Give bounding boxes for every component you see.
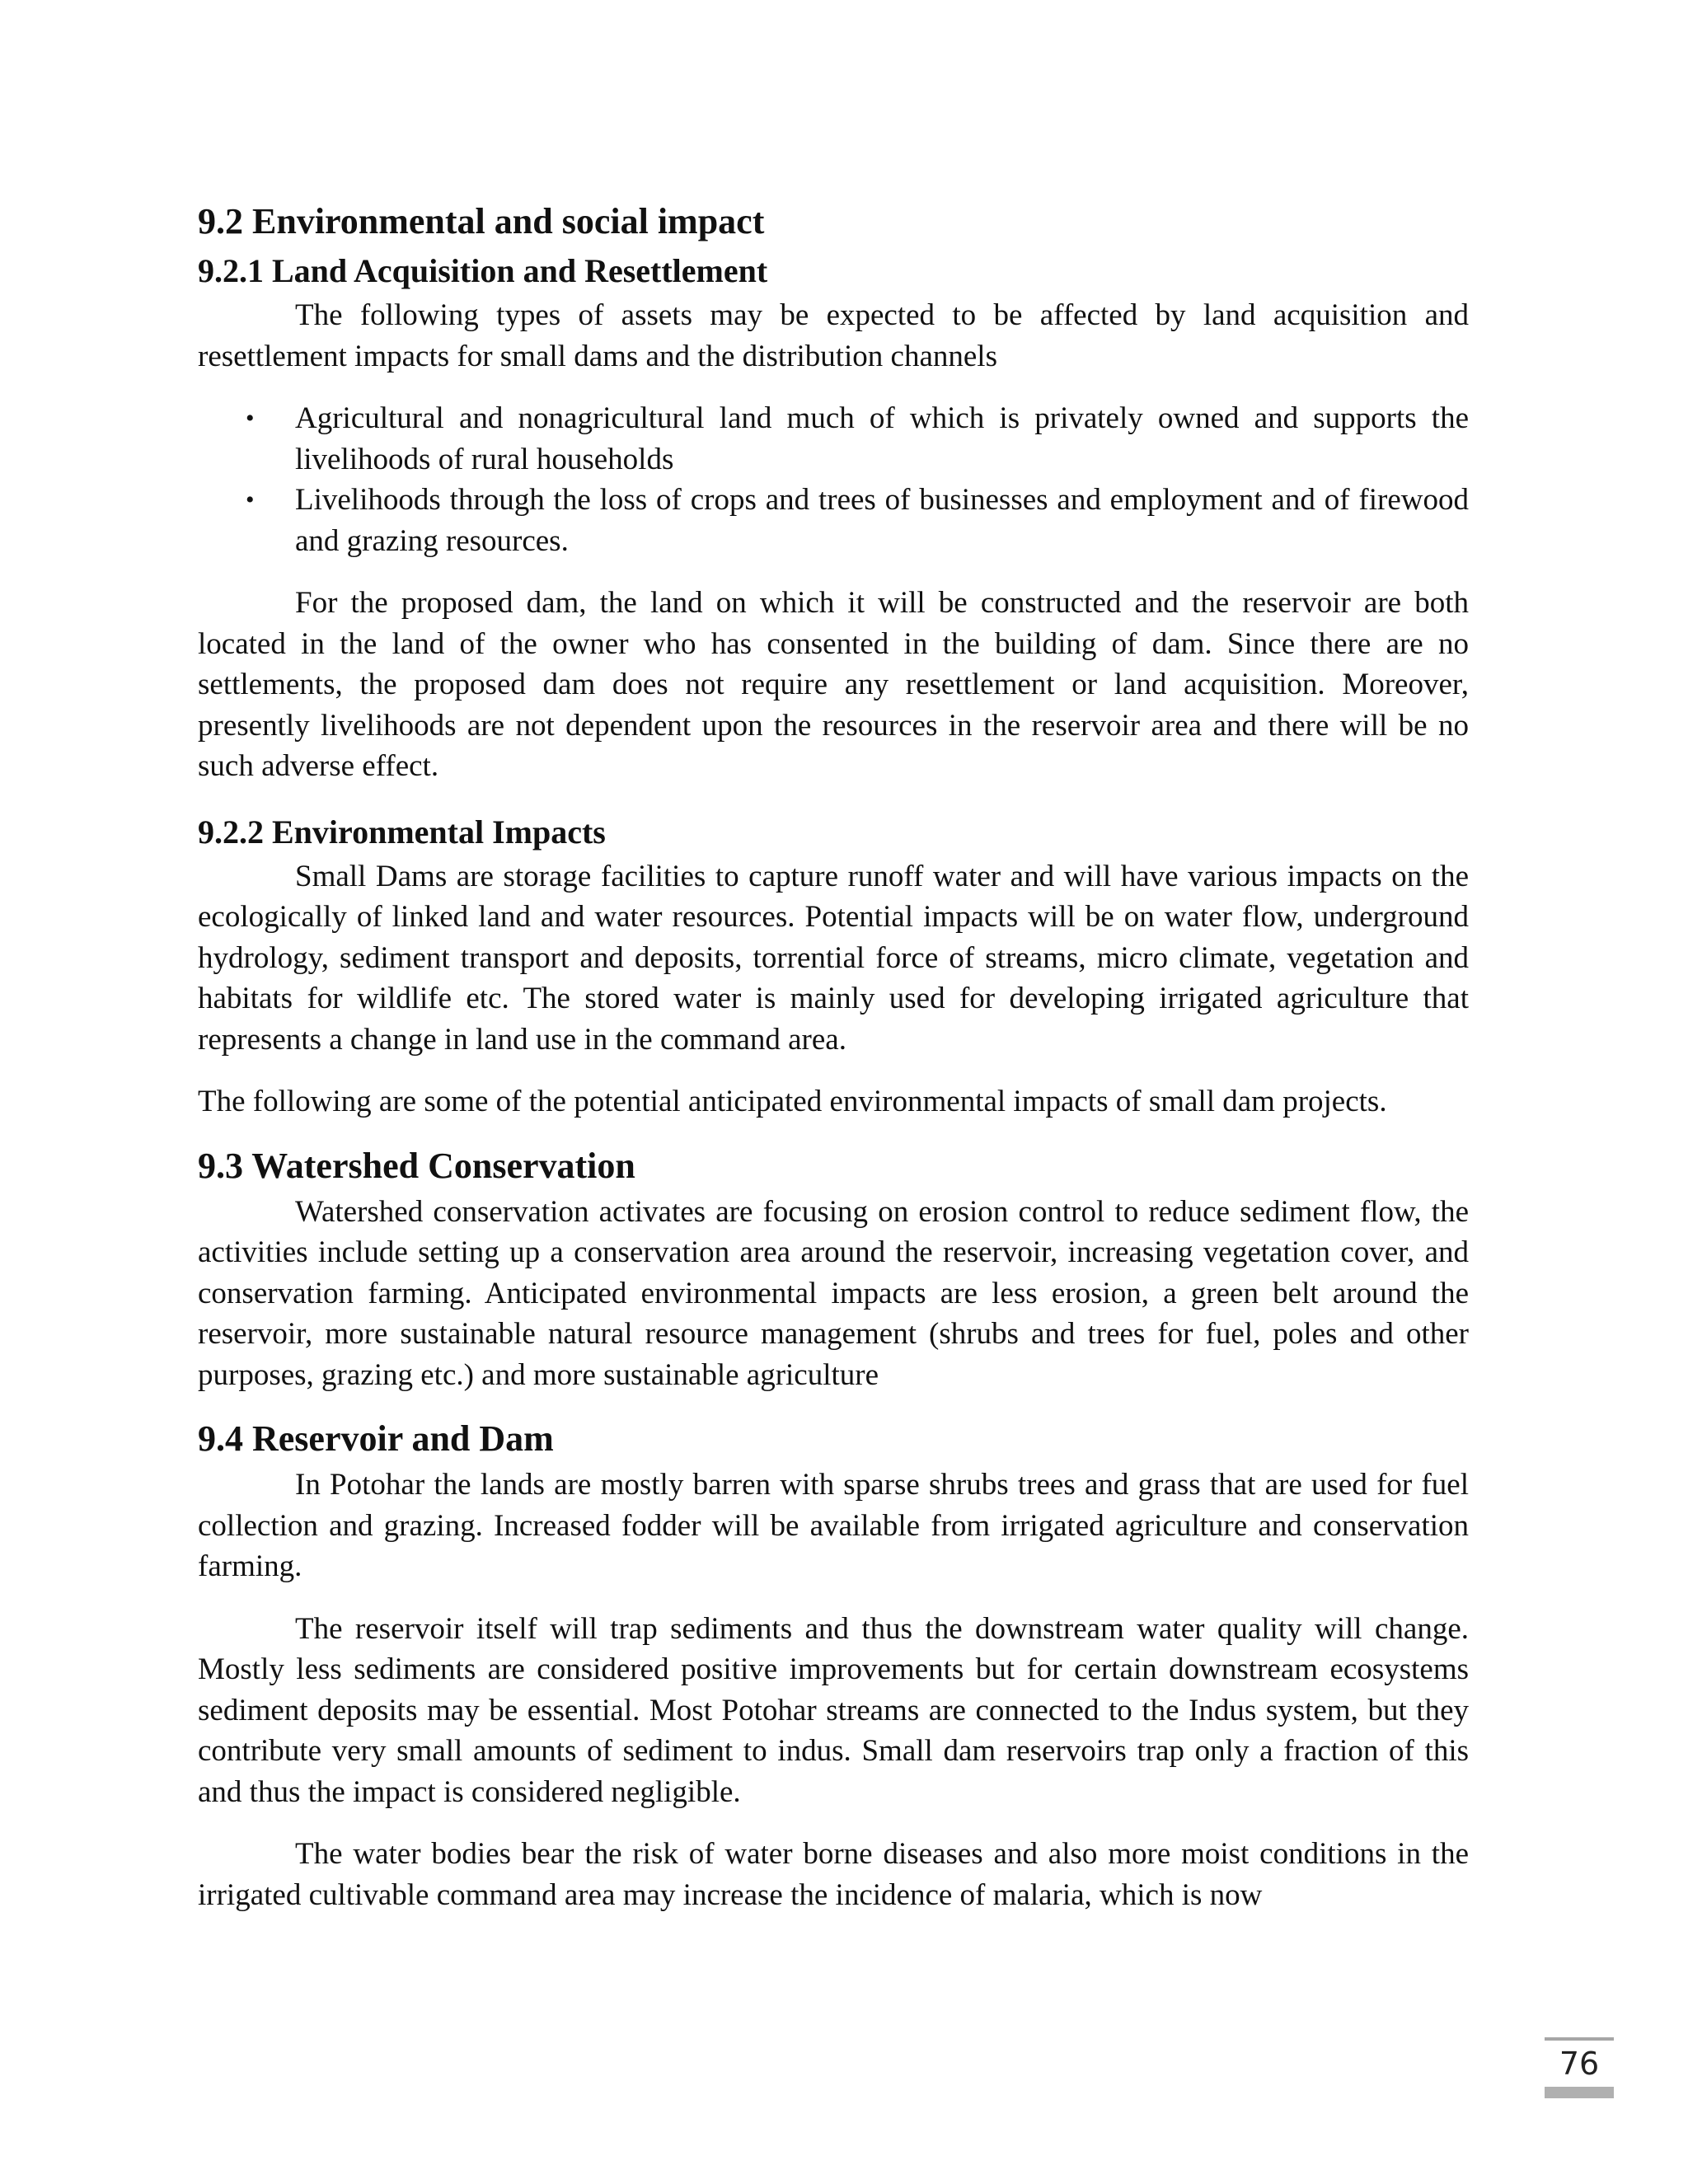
page-body: [198, 196, 1469, 1915]
bullet-icon: •: [246, 405, 255, 432]
paragraph-anticipated-impacts: The following are some of the potential anticipated environmental impacts of small dam projects.: [198, 1085, 1387, 1118]
section-heading-9-4: 9.4 Reservoir and Dam: [198, 1418, 554, 1459]
paragraph-potohar-lands: In Potohar the lands are mostly barren with sparse shrubs trees and grass that are used for fuel collection and grazing. Increased fodder will be available from irrigated agriculture and conservation farming.: [198, 1468, 1469, 1583]
page-number: 76: [1559, 2046, 1600, 2082]
bullet-icon: •: [246, 486, 255, 513]
paragraph-proposed-dam: For the proposed dam, the land on which it will be constructed and the reservoir are both located in the land of the owner who has consented in the building of dam. Since there are no settlements, the proposed dam does not require any resettlement or land acquisition. Moreover, presently livelihoods are not dependent upon the resources in the reservoir area and there will be no such adverse effect.: [198, 586, 1469, 783]
page-number-bottom-bar: [1545, 2087, 1614, 2098]
paragraph-water-borne-diseases: The water bodies bear the risk of water borne diseases and also more moist conditions in the irrigated cultivable command area may increase the incidence of malaria, which is now: [198, 1837, 1469, 1912]
subsection-heading-9-2-2: 9.2.2 Environmental Impacts: [198, 813, 606, 851]
section-heading-9-2: 9.2 Environmental and social impact: [198, 201, 765, 241]
page-number-block: [1545, 2037, 1614, 2098]
affected-assets-list: [198, 398, 1469, 561]
paragraph-environmental-impacts: Small Dams are storage facilities to capture runoff water and will have various impacts on the ecologically of linked land and water resources. Potential impacts will be on water flow, underground hydrology, sediment transport and deposits, torrential force of streams, micro climate, vegetation and habitats for wildlife etc. The stored water is mainly used for developing irrigated agriculture that represents a change in land use in the command area.: [198, 859, 1469, 1057]
list-item: [246, 398, 1469, 480]
section-heading-9-3: 9.3 Watershed Conservation: [198, 1145, 635, 1186]
list-item-text: Livelihoods through the loss of crops and trees of businesses and employment and of firewood and grazing resources.: [295, 483, 1469, 558]
list-item-text: Agricultural and nonagricultural land much of which is privately owned and supports the livelihoods of rural households: [295, 401, 1469, 476]
paragraph-watershed-conservation: Watershed conservation activates are focusing on erosion control to reduce sediment flow, the activities include setting up a conservation area around the reservoir, increasing vegetation cover, and conservation farming. Anticipated environmental impacts are less erosion, a green belt around the reservoir, more sustainable natural resource management (shrubs and trees for fuel, poles and other purposes, grazing etc.) and more sustainable agriculture: [198, 1194, 1469, 1392]
subsection-heading-9-2-1: 9.2.1 Land Acquisition and Resettlement: [198, 252, 768, 289]
paragraph-reservoir-sediments: The reservoir itself will trap sediments and thus the downstream water quality will change. Mostly less sediments are considered positive improvements but for certain downstream ecosystems sediment deposits may be essential. Most Potohar streams are connected to the Indus system, but they contribute very small amounts of sediment to indus. Small dam reservoirs trap only a fraction of this and thus the impact is considered negligible.: [198, 1611, 1469, 1809]
paragraph-assets-intro: The following types of assets may be expected to be affected by land acquisition and resettlement impacts for small dams and the distribution channels: [198, 298, 1469, 373]
list-item: [246, 480, 1469, 561]
